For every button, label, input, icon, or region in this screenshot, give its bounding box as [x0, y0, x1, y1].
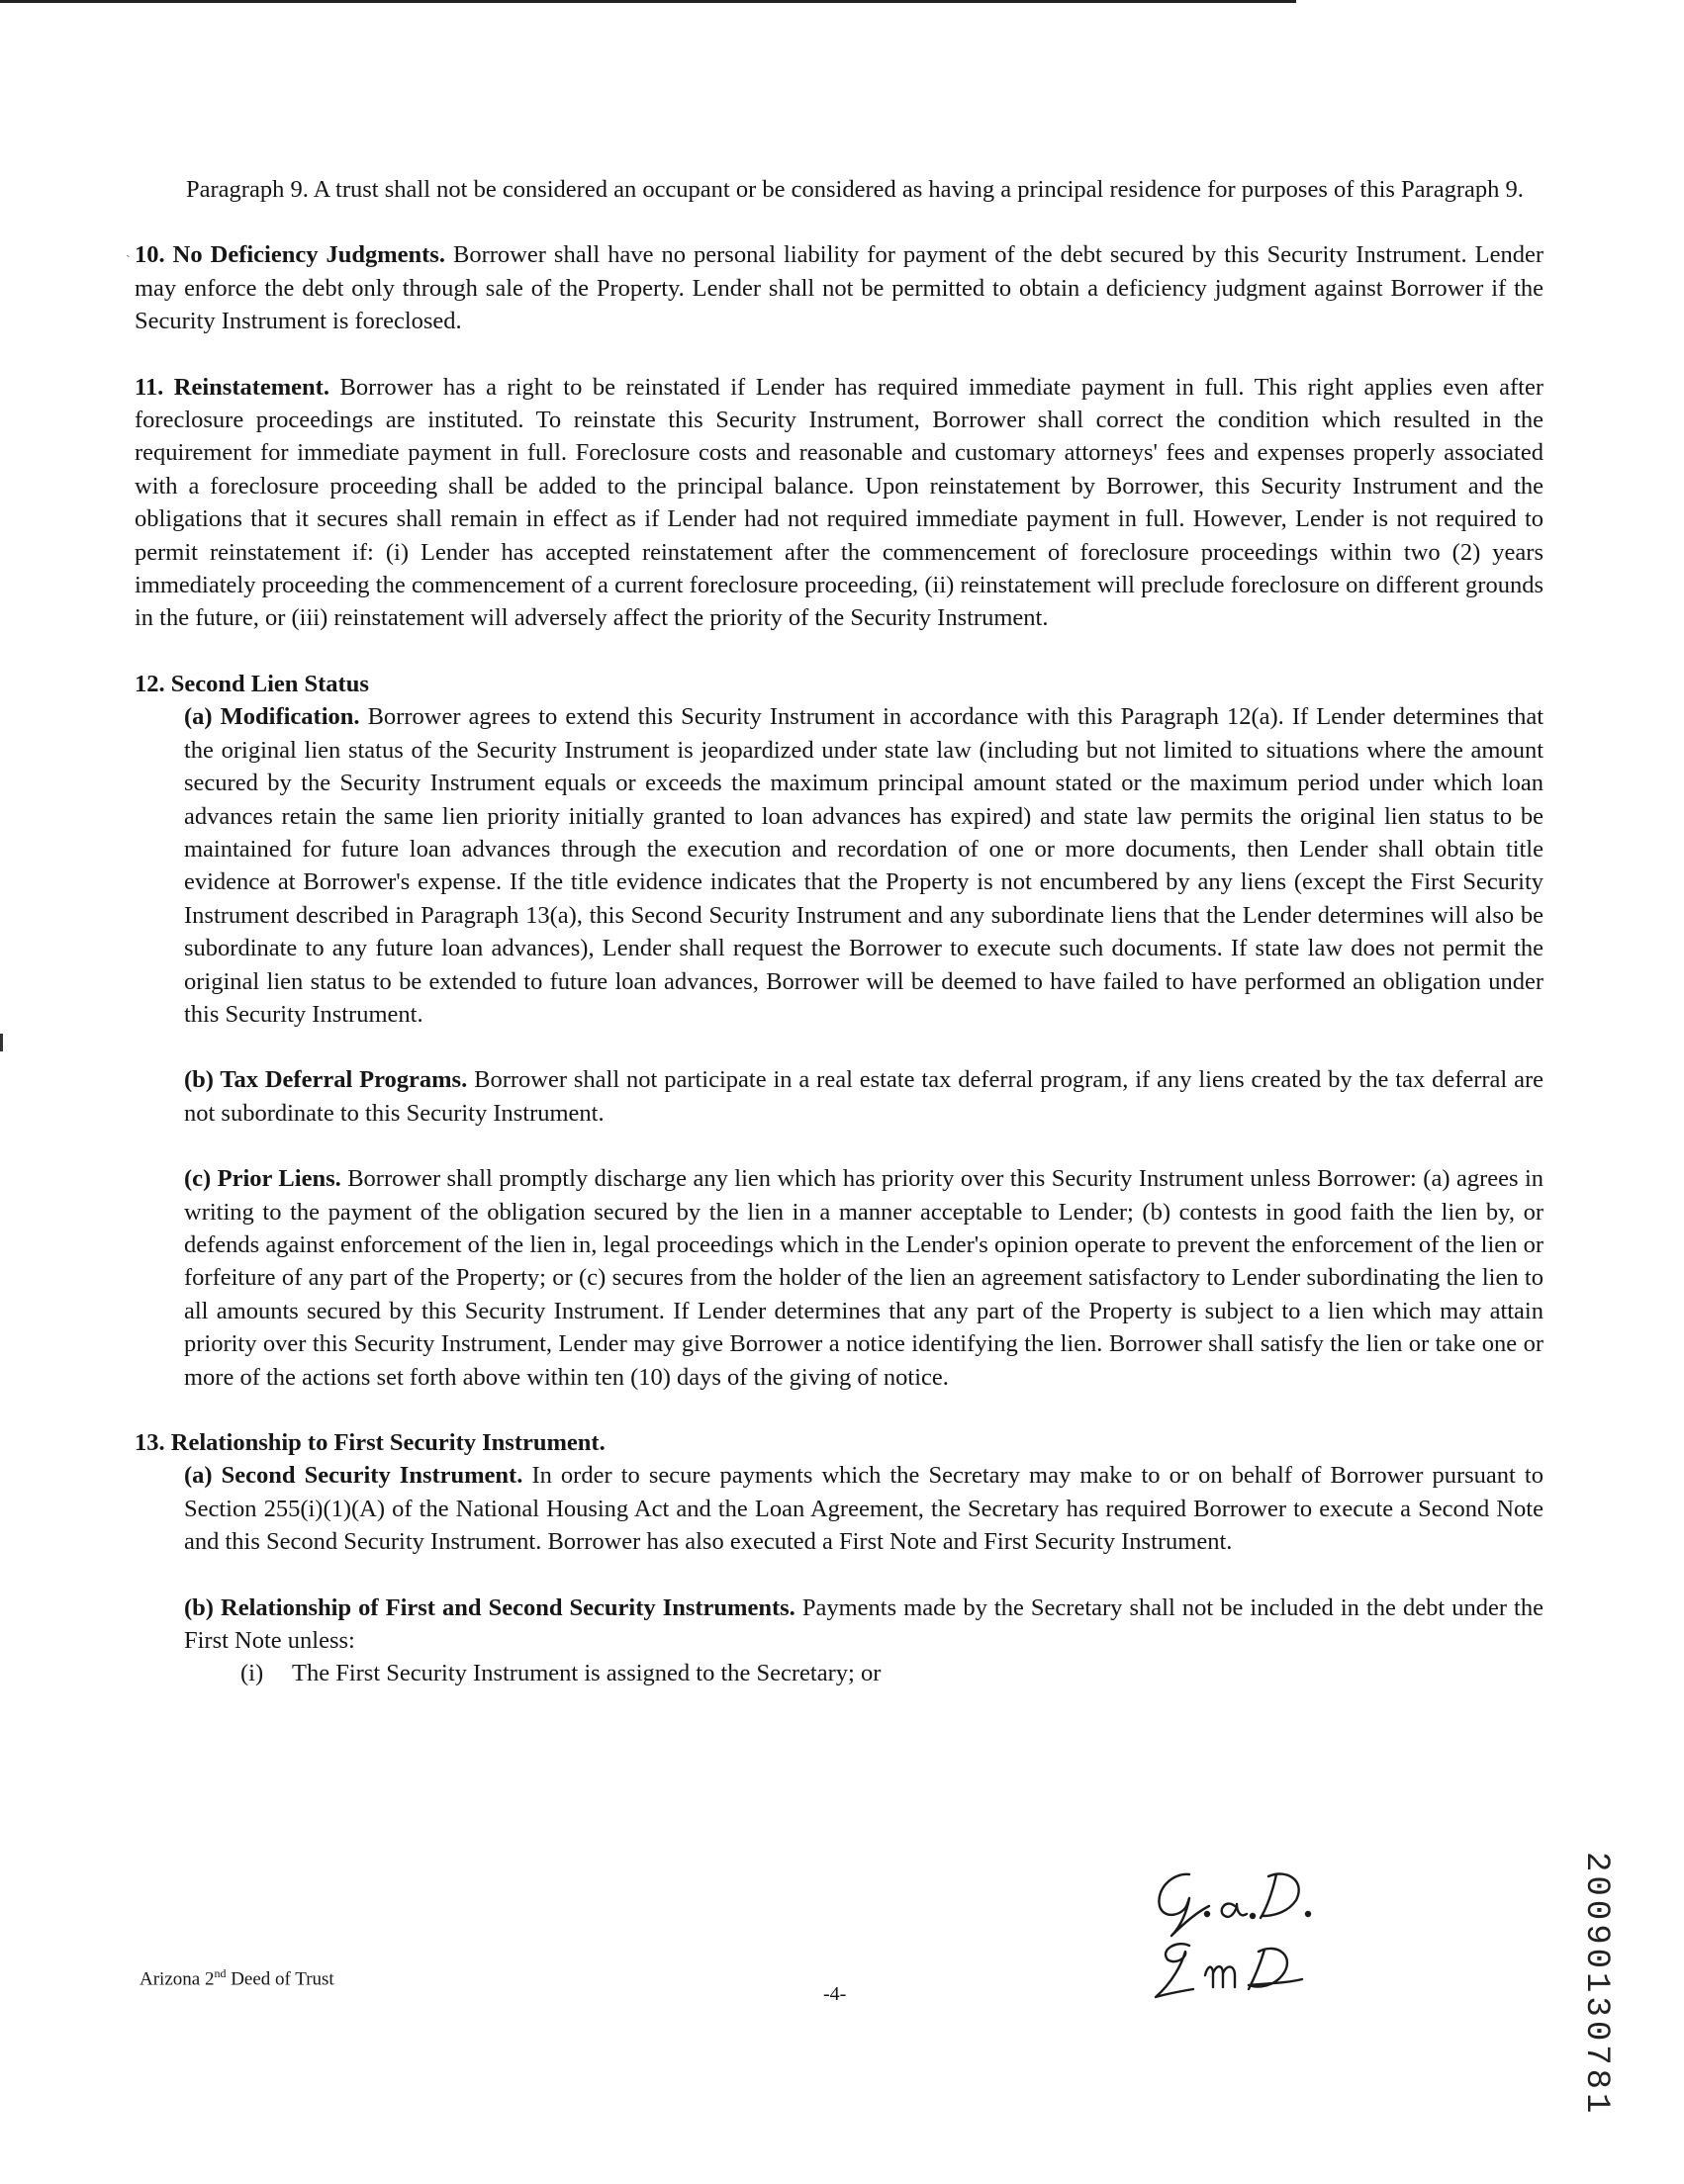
- stray-mark: ˎ: [126, 243, 131, 258]
- paragraph-12a-heading: (a) Modification.: [184, 703, 360, 731]
- list-item-i: [240, 1657, 1544, 1689]
- top-border-line: [0, 0, 1296, 3]
- scan-edge-mark: [0, 1034, 3, 1051]
- paragraph-13a-heading: (a) Second Security Instrument.: [184, 1462, 523, 1490]
- paragraph-12a: [184, 700, 1544, 1031]
- paragraph-13b-heading: (b) Relationship of First and Second Security Instruments.: [184, 1593, 795, 1621]
- paragraph-9-tail: Paragraph 9. A trust shall not be considered an occupant or be considered as having a principal residence for purposes of this Paragraph 9.: [186, 176, 1524, 203]
- paragraph-12b-heading: (b) Tax Deferral Programs.: [184, 1066, 468, 1094]
- paragraph-10-text: Borrower shall have no personal liability for payment of the debt secured by this Security Instrument. Lender may enforce the debt only through sale of the Property. Lender shall not be permitted to obtain a deficiency judgment against Borrower if the Security Instrument is foreclosed.: [135, 241, 1544, 335]
- page-number: -4-: [823, 1983, 847, 2005]
- paragraph-11-heading: 11. Reinstatement.: [135, 373, 329, 401]
- paragraph-12a-text: Borrower agrees to extend this Security Instrument in accordance with this Paragraph 12(a). If Lender determines that the original lien status of the Security Instrument is jeopardized under state law (including but not limited to situations where the amount secured by the Security Instrument equals or exceeds the maximum principal amount stated or the maximum period under which loan advances retain the same lien priority initially granted to loan advances has expired) and state law permits the original lien status to be maintained for future loan advances through the execution and recordation of one or more documents, then Lender shall obtain title evidence at Borrower's expense. If the title evidence indicates that the Property is not encumbered by any liens (except the First Security Instrument described in Paragraph 13(a), this Second Security Instrument and any subordinate liens that the Lender determines will also be subordinate to any future loan advances), Lender shall request the Borrower to execute such documents. If state law does not permit the original lien status to be extended to future loan advances, Borrower will be deemed to have failed to have performed an obligation under this Security Instrument.: [184, 703, 1544, 1028]
- paragraph-12b-text: Borrower shall not participate in a real estate tax deferral program, if any liens created by the tax deferral are not subordinate to this Security Instrument.: [184, 1066, 1544, 1127]
- list-item-i-number: (i): [240, 1660, 264, 1687]
- paragraph-13a: [184, 1459, 1544, 1558]
- paragraph-11: [135, 371, 1544, 635]
- paragraph-10-heading: 10. No Deficiency Judgments.: [135, 241, 445, 269]
- paragraph-13a-text: In order to secure payments which the Secretary may make to or on behalf of Borrower pursuant to Section 255(i)(1)(A) of the National Housing Act and the Loan Agreement, the Secretary has required Borrower to execute a Second Note and this Second Security Instrument. Borrower has also executed a First Note and First Security Instrument.: [184, 1462, 1544, 1556]
- recording-number: 20090130781: [1577, 1852, 1615, 2118]
- document-body: [135, 173, 1544, 1690]
- paragraph-13b: [184, 1592, 1544, 1658]
- paragraph-12-heading: 12. Second Lien Status: [135, 670, 369, 697]
- paragraph-13-heading: 13. Relationship to First Security Instrument.: [135, 1429, 606, 1456]
- paragraph-12c: [184, 1162, 1544, 1394]
- paragraph-11-text: Borrower has a right to be reinstated if Lender has required immediate payment in full. This right applies even after foreclosure proceedings are instituted. To reinstate this Security Instrument, Borrower shall correct the condition which resulted in the requirement for immediate payment in full. Foreclosure costs and reasonable and customary attorneys' fees and expenses properly associated with a foreclosure proceeding shall be added to the principal balance. Upon reinstatement by Borrower, this Security Instrument and the obligations that it secures shall remain in effect as if Lender had not required immediate payment in full. However, Lender is not required to permit reinstatement if: (i) Lender has accepted reinstatement after the commencement of foreclosure proceedings within two (2) years immediately proceeding the commencement of a current foreclosure proceeding, (ii) reinstatement will preclude foreclosure on different grounds in the future, or (iii) reinstatement will adversely affect the priority of the Security Instrument.: [135, 373, 1544, 632]
- paragraph-12b: [184, 1063, 1544, 1130]
- footer-document-title: Arizona 2nd Deed of Trust: [140, 1966, 334, 1990]
- paragraph-10: [135, 238, 1544, 337]
- paragraph-12c-text: Borrower shall promptly discharge any lien which has priority over this Security Instrument unless Borrower: (a) agrees in writing to the payment of the obligation secured by the lien in a manner acceptable to Lender; (b) contests in good faith the lien by, or defends against enforcement of the lien in, legal proceedings which in the Lender's opinion operate to prevent the enforcement of the lien or forfeiture of any part of the Property; or (c) secures from the holder of the lien an agreement satisfactory to Lender subordinating the lien to all amounts secured by this Security Instrument. If Lender determines that any part of the Property is subject to a lien which may attain priority over this Security Instrument, Lender may give Borrower a notice identifying the lien. Borrower shall satisfy the lien or take one or more of the actions set forth above within ten (10) days of the giving of notice.: [184, 1165, 1544, 1391]
- paragraph-13b-text: Payments made by the Secretary shall not be included in the debt under the First Note unless:: [184, 1593, 1544, 1655]
- handwritten-initials: [1138, 1855, 1365, 2013]
- list-item-i-text: The First Security Instrument is assigned to the Secretary; or: [292, 1660, 882, 1687]
- paragraph-12c-heading: (c) Prior Liens.: [184, 1165, 341, 1193]
